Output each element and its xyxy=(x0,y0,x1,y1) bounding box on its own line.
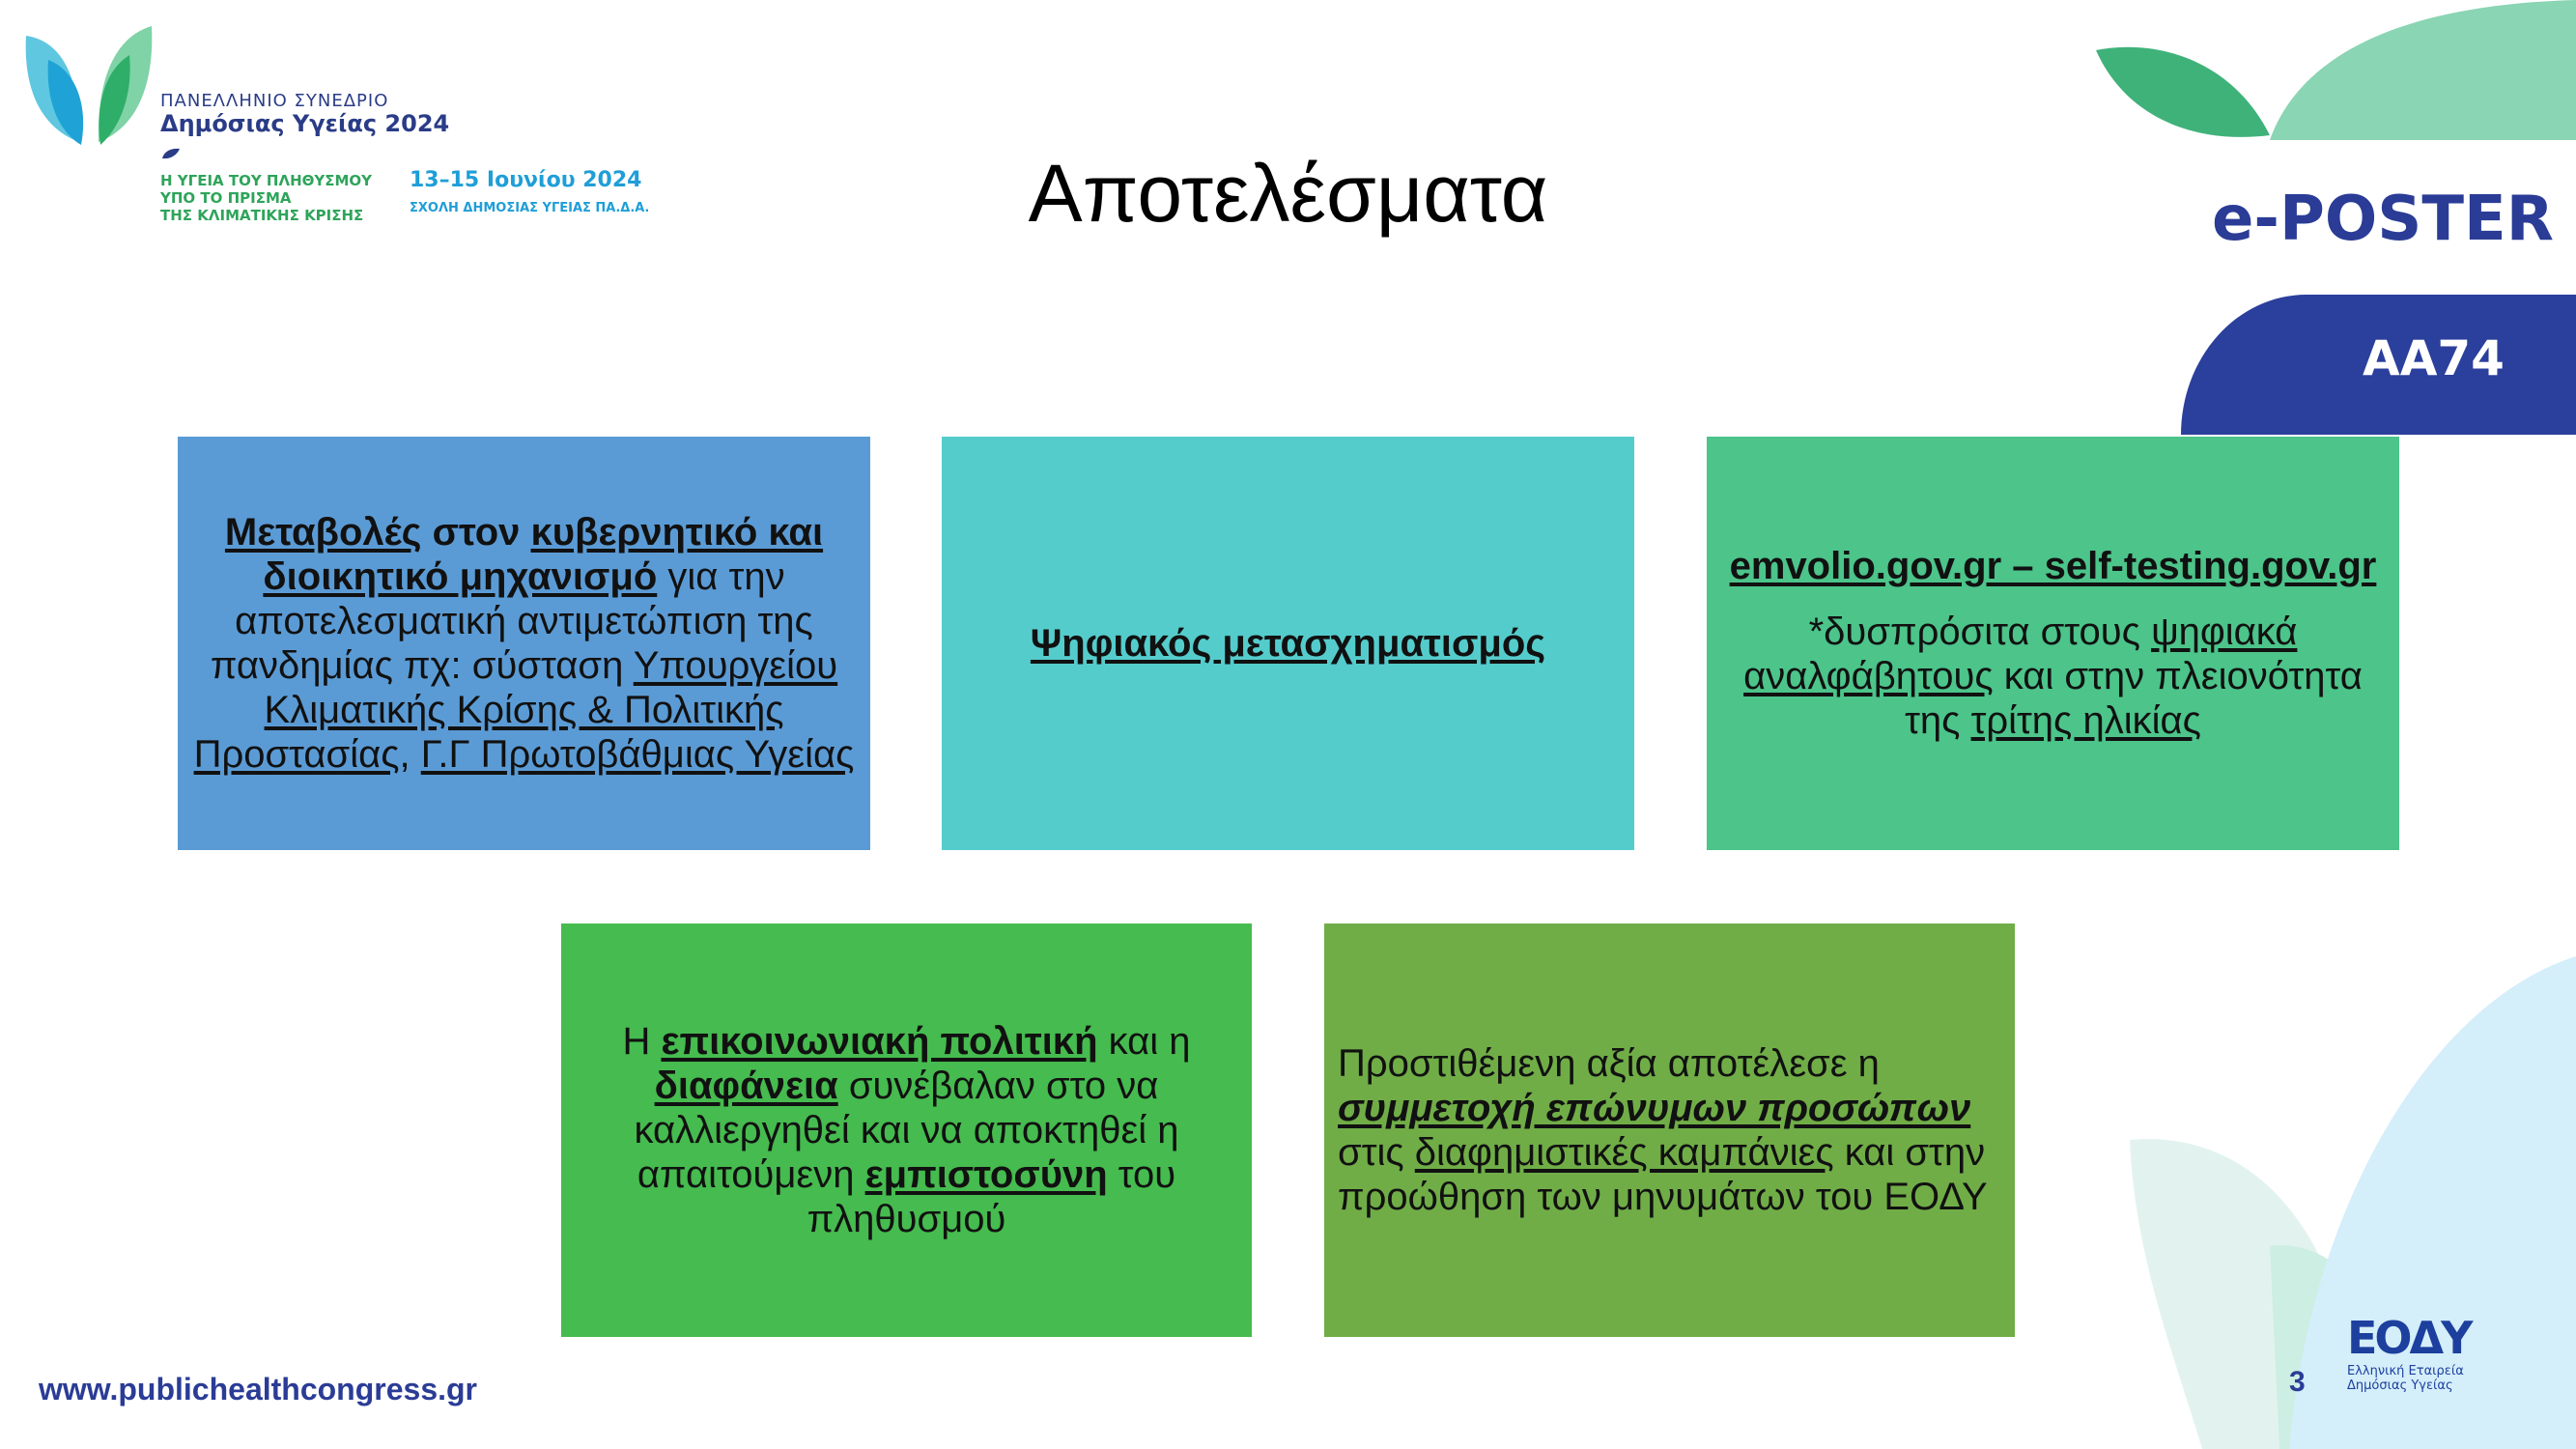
eposter-label: e-POSTER xyxy=(2212,184,2555,255)
page-title: Αποτελέσματα xyxy=(1028,148,1548,239)
eody-logo-line2: Δημόσιας Υγείας xyxy=(2347,1378,2453,1393)
result-box-communication xyxy=(561,923,1252,1337)
conference-dates: 13–15 Ιουνίου 2024 xyxy=(410,168,642,192)
result-box-campaigns-text: Προστιθέμενη αξία αποτέλεσε η συμμετοχή επώνυμων προσώπων στις διαφημιστικές καμπάνιες και στην προώθηση των μηνυμάτων του ΕΟΔΥ xyxy=(1338,1042,1988,1218)
result-box-communication-text: Η επικοινωνιακή πολιτική και η διαφάνεια συνέβαλαν στο να καλλιεργηθεί και να αποκτηθεί η απαιτούμενη εμπιστοσύνη του πληθυσμού xyxy=(622,1020,1191,1240)
poster-code: ΑΑ74 xyxy=(2363,330,2505,386)
result-box-digital xyxy=(942,437,1634,850)
conference-name: Δημόσιας Υγείας 2024 xyxy=(160,110,450,137)
eody-logo-line1: Ελληνική Εταιρεία xyxy=(2347,1364,2464,1378)
eody-logo-mark: ΕΟΔΥ xyxy=(2347,1312,2471,1364)
conference-top-line: ΠΑΝΕΛΛΗΝΙΟ ΣΥΝΕΔΡΙΟ xyxy=(160,91,389,111)
result-box-platforms xyxy=(1707,437,2399,850)
page-number: 3 xyxy=(2289,1366,2306,1398)
conference-leaf-logo xyxy=(21,21,156,147)
conference-venue: ΣΧΟΛΗ ΔΗΜΟΣΙΑΣ ΥΓΕΙΑΣ ΠΑ.Δ.Α. xyxy=(410,201,650,215)
conference-theme: Η ΥΓΕΙΑ ΤΟΥ ΠΛΗΘΥΣΜΟΥ ΥΠΟ ΤΟ ΠΡΙΣΜΑ ΤΗΣ ΚΛΙΜΑΤΙΚΗΣ ΚΡΙΣΗΣ xyxy=(160,172,373,224)
eody-logo xyxy=(2347,1312,2473,1393)
result-box-governance-text: Μεταβολές στον κυβερνητικό και διοικητικό μηχανισμό για την αποτελεσματική αντιμετώπιση της πανδημίας πχ: σύσταση Υπουργείου Κλιματικής Κρίσης & Πολιτικής Προστασίας, Γ.Γ Πρωτοβάθμιας Υγείας xyxy=(193,511,855,776)
result-box-platforms-heading: emvolio.gov.gr – self-testing.gov.gr xyxy=(1729,545,2377,587)
result-box-digital-text: Ψηφιακός μετασχηματισμός xyxy=(1030,622,1546,665)
result-box-governance xyxy=(178,437,870,850)
result-box-campaigns xyxy=(1324,923,2015,1337)
decor-top-right-leaves xyxy=(2077,0,2576,155)
decor-bottom-right-leaves xyxy=(2115,947,2576,1449)
result-box-platforms-text: *δυσπρόσιτα στους ψηφιακά αναλφάβητους και στην πλειονότητα της τρίτης ηλικίας xyxy=(1743,611,2363,742)
footer-website-link[interactable]: www.publichealthcongress.gr xyxy=(39,1372,477,1406)
